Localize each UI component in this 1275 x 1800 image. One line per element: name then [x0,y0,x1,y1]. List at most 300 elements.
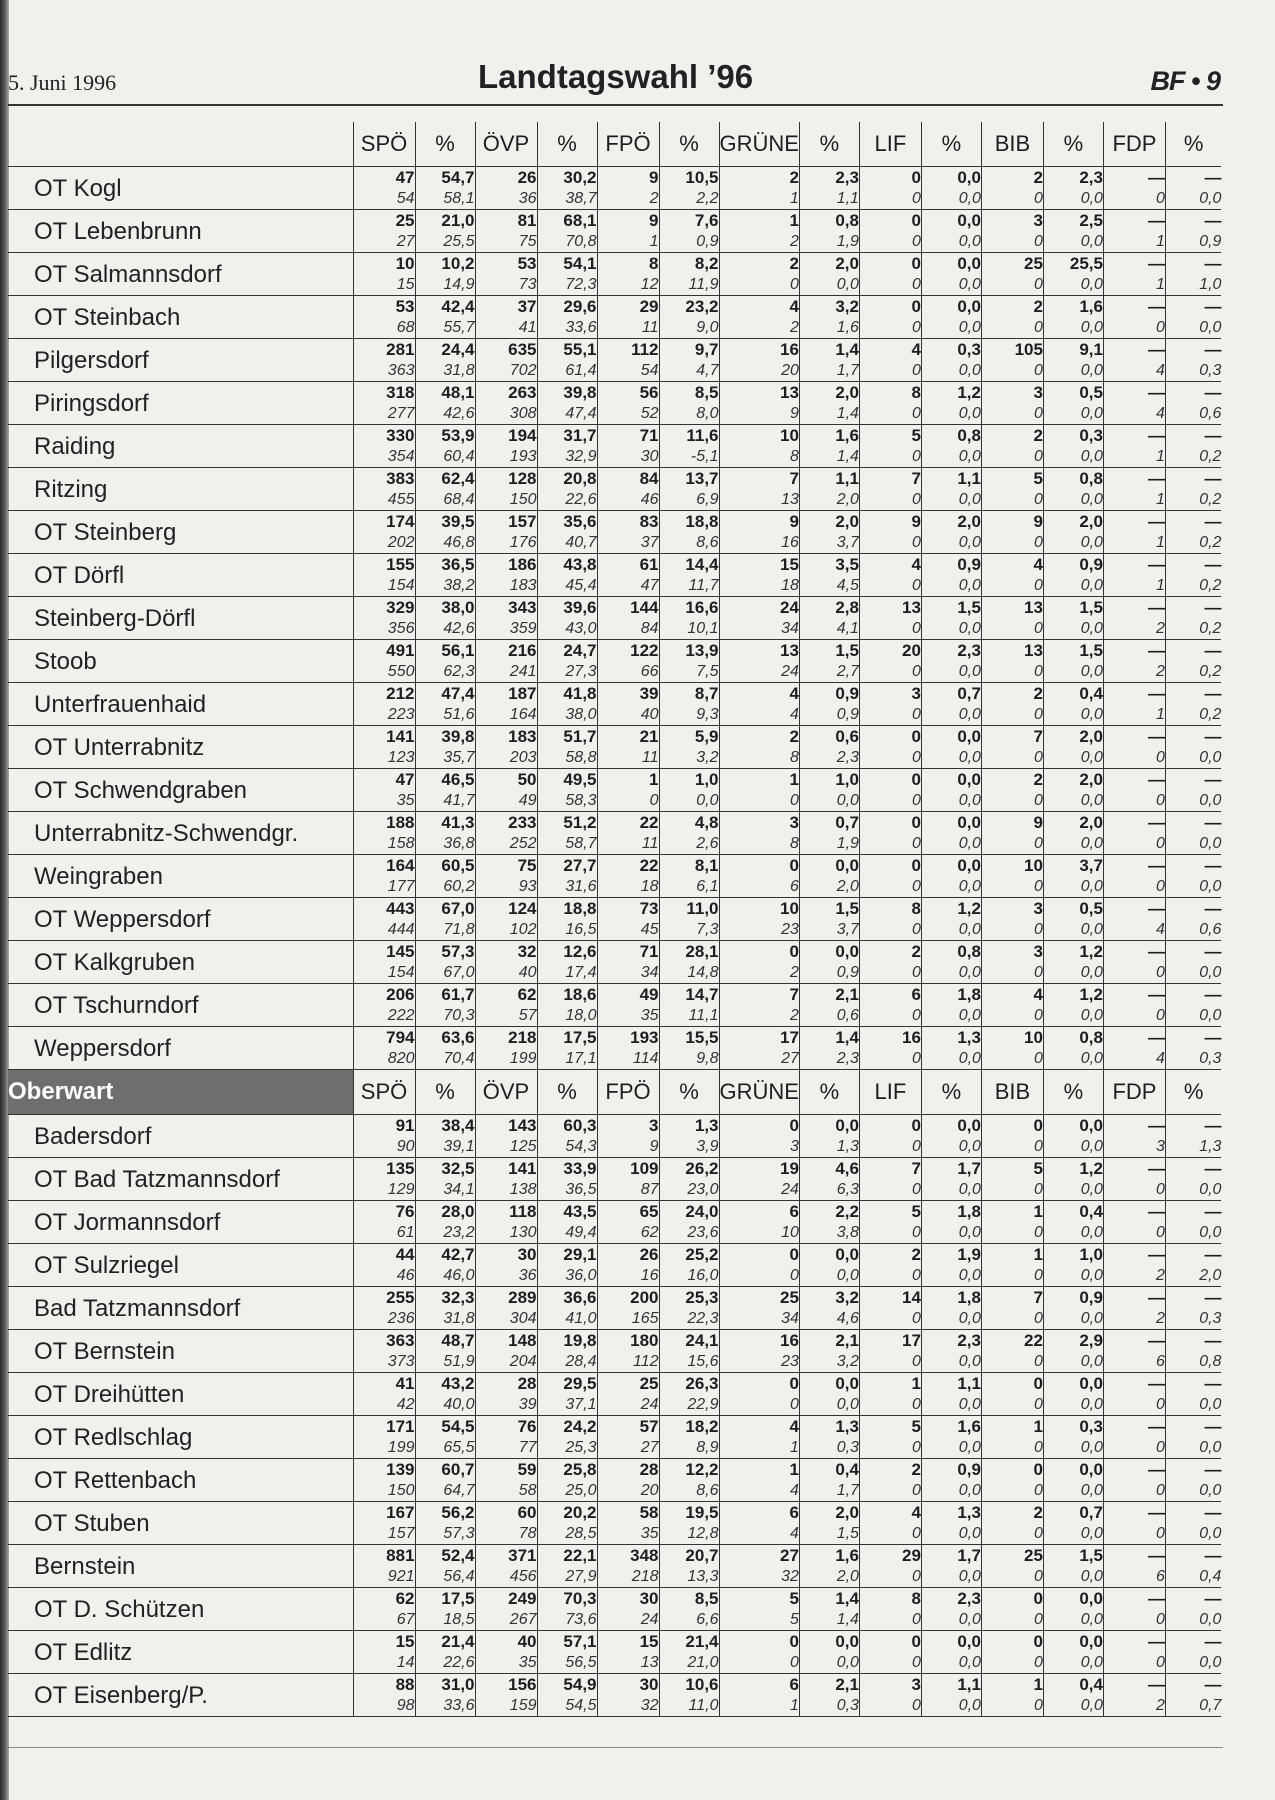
result-1991-cell: 17,4 [537,962,597,984]
result-1996-cell: 188 [353,812,415,834]
result-1991-cell: 54 [597,360,659,382]
result-1996-cell: 48,7 [415,1330,475,1352]
result-1996-cell: 0 [719,1244,799,1266]
result-1996-cell: 0 [859,855,921,877]
result-1996-cell: — [1165,1416,1221,1438]
column-header: % [1165,122,1221,167]
result-1991-cell: 41,7 [415,790,475,812]
result-1991-cell: 8 [719,833,799,855]
result-1996-cell: 43,8 [537,554,597,576]
result-1991-cell: 0 [859,962,921,984]
result-1996-cell: — [1165,1588,1221,1610]
result-1996-cell: 20,8 [537,468,597,490]
result-1996-cell: — [1103,1244,1165,1266]
result-1991-cell: 0 [1103,1005,1165,1027]
column-header-row [8,122,1221,167]
result-1991-cell: 22,6 [415,1652,475,1674]
result-1996-cell: 57,3 [415,941,475,963]
column-header: % [537,122,597,167]
result-1996-cell: 2,9 [1043,1330,1103,1352]
result-1996-cell: 0,4 [1043,1674,1103,1696]
result-1991-cell: 150 [353,1480,415,1502]
result-1996-cell: 343 [475,597,537,619]
result-1996-cell: 0,0 [1043,1373,1103,1395]
result-1996-cell: 1 [981,1201,1043,1223]
result-1991-cell: 123 [353,747,415,769]
result-1991-cell: 1,3 [1165,1136,1221,1158]
result-1996-cell: 1,4 [799,1588,859,1610]
result-1996-cell: 7 [981,726,1043,748]
result-1991-cell: 0 [981,962,1043,984]
result-1996-cell: 20 [859,640,921,662]
result-1991-cell: 87 [597,1179,659,1201]
result-1991-cell: 61 [353,1222,415,1244]
result-1991-cell: 70,4 [415,1048,475,1070]
result-1991-cell: 4,6 [799,1308,859,1330]
result-1991-cell: 0 [1103,317,1165,339]
result-1996-cell: 174 [353,511,415,533]
result-1996-cell: 25 [597,1373,659,1395]
result-1991-cell: 0 [981,231,1043,253]
result-1996-cell: 8,5 [659,1588,719,1610]
result-1991-cell: 36,5 [537,1179,597,1201]
result-1991-cell: 73 [475,274,537,296]
result-1996-cell: — [1103,167,1165,189]
result-1991-cell: 13,3 [659,1566,719,1588]
result-1996-cell: 28 [597,1459,659,1481]
result-1991-cell: 0 [981,532,1043,554]
result-1991-cell: 0,0 [921,618,981,640]
municipality-name: OT Lebenbrunn [8,210,353,253]
result-1996-cell: 1,2 [921,382,981,404]
column-header: % [1043,122,1103,167]
result-1991-cell: 0 [981,1609,1043,1631]
result-1991-cell: 0 [1103,1609,1165,1631]
result-1996-cell: 33,9 [537,1158,597,1180]
result-1996-cell: 14,4 [659,554,719,576]
result-1991-cell: 30 [597,446,659,468]
result-1991-cell: 0,0 [1043,618,1103,640]
result-1991-cell: 22,6 [537,489,597,511]
section-label: Oberwart [8,1070,353,1115]
result-1996-cell: 42,7 [415,1244,475,1266]
result-1996-cell: 56 [597,382,659,404]
result-1991-cell: 193 [475,446,537,468]
municipality-name: OT Steinbach [8,296,353,339]
result-1991-cell: 45 [597,919,659,941]
result-1991-cell: 34 [719,1308,799,1330]
result-1991-cell: 0,0 [1043,360,1103,382]
table-row [8,941,1221,963]
municipality-name: OT D. Schützen [8,1588,353,1631]
municipality-name: Piringsdorf [8,382,353,425]
result-1996-cell: 24,4 [415,339,475,361]
result-1996-cell: 1,6 [921,1416,981,1438]
municipality-name: Unterrabnitz-Schwendgr. [8,812,353,855]
result-1991-cell: 22,9 [659,1394,719,1416]
result-1996-cell: 39 [597,683,659,705]
result-1991-cell: 38,7 [537,188,597,210]
result-1991-cell: 64,7 [415,1480,475,1502]
result-1996-cell: 1 [981,1674,1043,1696]
result-1991-cell: 22,3 [659,1308,719,1330]
result-1996-cell: 135 [353,1158,415,1180]
result-1991-cell: 0,2 [1165,575,1221,597]
result-1991-cell: 15 [353,274,415,296]
result-1996-cell: 47,4 [415,683,475,705]
result-1991-cell: 0 [1103,747,1165,769]
result-1991-cell: 42,6 [415,618,475,640]
result-1991-cell: 223 [353,704,415,726]
result-1996-cell: 329 [353,597,415,619]
result-1991-cell: 11,9 [659,274,719,296]
result-1991-cell: 6,1 [659,876,719,898]
result-1996-cell: 60,5 [415,855,475,877]
result-1991-cell: 6,9 [659,489,719,511]
result-1991-cell: 0,0 [921,876,981,898]
result-1996-cell: 13 [719,382,799,404]
result-1996-cell: 40 [475,1631,537,1653]
result-1991-cell: 0 [859,1609,921,1631]
result-1991-cell: 0,0 [1043,876,1103,898]
result-1991-cell: 0 [981,747,1043,769]
result-1991-cell: 0,0 [921,1394,981,1416]
result-1991-cell: 27 [353,231,415,253]
result-1996-cell: 1,9 [921,1244,981,1266]
result-1991-cell: 2 [719,962,799,984]
result-1996-cell: 1,2 [921,898,981,920]
result-1996-cell: 37 [475,296,537,318]
result-1996-cell: 1 [981,1416,1043,1438]
result-1991-cell: 0,0 [1043,1523,1103,1545]
result-1996-cell: 2 [719,253,799,275]
result-1996-cell: — [1103,1631,1165,1653]
result-1996-cell: — [1165,855,1221,877]
result-1991-cell: 157 [353,1523,415,1545]
result-1991-cell: 51,6 [415,704,475,726]
result-1996-cell: 1,3 [921,1027,981,1049]
result-1996-cell: 0,4 [1043,1201,1103,1223]
result-1991-cell: 308 [475,403,537,425]
result-1996-cell: 10 [981,1027,1043,1049]
result-1991-cell: 54,3 [537,1136,597,1158]
municipality-name: Stoob [8,640,353,683]
result-1991-cell: 0,3 [1165,1308,1221,1330]
result-1991-cell: 84 [597,618,659,640]
result-1996-cell: 7 [981,1287,1043,1309]
result-1991-cell: 1 [1103,446,1165,468]
result-1996-cell: 53,9 [415,425,475,447]
result-1996-cell: — [1165,1201,1221,1223]
municipality-name: Pilgersdorf [8,339,353,382]
result-1996-cell: 1 [981,1244,1043,1266]
result-1996-cell: 21,4 [659,1631,719,1653]
result-1996-cell: — [1165,597,1221,619]
result-1996-cell: 13 [859,597,921,619]
result-1996-cell: 2,1 [799,1330,859,1352]
result-1991-cell: 0,0 [921,1609,981,1631]
result-1996-cell: 75 [475,855,537,877]
result-1991-cell: 57,3 [415,1523,475,1545]
result-1991-cell: 36,8 [415,833,475,855]
result-1996-cell: 0,0 [921,769,981,791]
result-1996-cell: 0 [719,1373,799,1395]
result-1996-cell: — [1165,1502,1221,1524]
result-1996-cell: 289 [475,1287,537,1309]
result-1991-cell: 0 [859,790,921,812]
result-1991-cell: 0,9 [799,704,859,726]
result-1996-cell: 11,0 [659,898,719,920]
result-1991-cell: 0 [981,274,1043,296]
result-1996-cell: 49 [597,984,659,1006]
result-1996-cell: 233 [475,812,537,834]
result-1991-cell: 129 [353,1179,415,1201]
result-1996-cell: 0,8 [921,941,981,963]
column-header: LIF [859,122,921,167]
result-1996-cell: 2,0 [1043,812,1103,834]
result-1991-cell: 0 [981,1179,1043,1201]
result-1996-cell: 26 [475,167,537,189]
result-1991-cell: 1,9 [799,833,859,855]
result-1991-cell: 373 [353,1351,415,1373]
result-1991-cell: 0,0 [1043,1652,1103,1674]
result-1996-cell: 0,0 [799,1115,859,1137]
result-1991-cell: 40 [597,704,659,726]
result-1991-cell: 820 [353,1048,415,1070]
result-1996-cell: 54,1 [537,253,597,275]
table-row [8,296,1221,318]
result-1991-cell: 359 [475,618,537,640]
result-1991-cell: 58,1 [415,188,475,210]
result-1996-cell: 57,1 [537,1631,597,1653]
result-1991-cell: 0,3 [799,1437,859,1459]
result-1996-cell: 8,2 [659,253,719,275]
result-1991-cell: 4 [1103,919,1165,941]
result-1996-cell: 881 [353,1545,415,1567]
result-1991-cell: 0,0 [1165,747,1221,769]
result-1991-cell: 0,6 [799,1005,859,1027]
result-1991-cell: 0,0 [1165,1523,1221,1545]
result-1996-cell: 13,7 [659,468,719,490]
result-1996-cell: 76 [475,1416,537,1438]
result-1991-cell: 0 [981,1265,1043,1287]
result-1996-cell: 25,8 [537,1459,597,1481]
result-1991-cell: 4 [1103,1048,1165,1070]
result-1996-cell: 3 [981,210,1043,232]
result-1991-cell: 56,4 [415,1566,475,1588]
table-row [8,898,1221,920]
result-1991-cell: 23 [719,1351,799,1373]
result-1991-cell: 73,6 [537,1609,597,1631]
result-1991-cell: 0,0 [1043,231,1103,253]
result-1996-cell: — [1103,425,1165,447]
result-1996-cell: 15 [597,1631,659,1653]
result-1996-cell: 1,3 [921,1502,981,1524]
result-1996-cell: 10 [719,898,799,920]
result-1996-cell: 2,3 [921,640,981,662]
result-1991-cell: 1,4 [799,403,859,425]
result-1991-cell: 18 [719,575,799,597]
column-header: FPÖ [597,1070,659,1115]
result-1996-cell: 4 [859,339,921,361]
result-1991-cell: 0,0 [1043,1308,1103,1330]
result-1996-cell: 194 [475,425,537,447]
result-1991-cell: 0,3 [1165,1048,1221,1070]
result-1991-cell: 11 [597,747,659,769]
table-bottom-rule [8,1747,1223,1748]
result-1996-cell: 1,8 [921,984,981,1006]
result-1996-cell: 29 [597,296,659,318]
result-1991-cell: 0,0 [1043,1351,1103,1373]
result-1991-cell: 1 [1103,575,1165,597]
result-1991-cell: 42 [353,1394,415,1416]
result-1996-cell: 2 [719,167,799,189]
result-1991-cell: 8 [719,446,799,468]
result-1996-cell: 41 [353,1373,415,1395]
result-1991-cell: 0 [1103,1394,1165,1416]
result-1991-cell: 40,7 [537,532,597,554]
result-1991-cell: 0,0 [1043,1005,1103,1027]
result-1991-cell: 0 [719,790,799,812]
result-1991-cell: 3,9 [659,1136,719,1158]
result-1991-cell: 1,1 [799,188,859,210]
result-1996-cell: 0,0 [1043,1115,1103,1137]
result-1996-cell: 5 [859,425,921,447]
result-1996-cell: 71 [597,425,659,447]
result-1996-cell: 30 [597,1674,659,1696]
result-1991-cell: 0 [859,231,921,253]
result-1991-cell: 0,0 [799,1652,859,1674]
result-1996-cell: 24,1 [659,1330,719,1352]
result-1991-cell: 47,4 [537,403,597,425]
result-1996-cell: 5,9 [659,726,719,748]
result-1991-cell: 0,9 [659,231,719,253]
result-1991-cell: 0 [981,661,1043,683]
result-1996-cell: 0 [719,941,799,963]
result-1991-cell: 62 [597,1222,659,1244]
table-row [8,1158,1221,1180]
result-1996-cell: 43,5 [537,1201,597,1223]
result-1996-cell: 38,4 [415,1115,475,1137]
result-1996-cell: 1,2 [1043,941,1103,963]
result-1991-cell: 7,3 [659,919,719,941]
result-1991-cell: 0 [981,1005,1043,1027]
result-1991-cell: 60,4 [415,446,475,468]
result-1991-cell: 14,9 [415,274,475,296]
result-1991-cell: 32 [597,1695,659,1717]
result-1991-cell: 0 [859,489,921,511]
result-1996-cell: 42,4 [415,296,475,318]
result-1991-cell: 4,1 [799,618,859,640]
result-1996-cell: 0,7 [799,812,859,834]
result-1991-cell: 0,9 [799,962,859,984]
result-1996-cell: 10,2 [415,253,475,275]
result-1991-cell: 68,4 [415,489,475,511]
municipality-name: Weingraben [8,855,353,898]
result-1991-cell: 71,8 [415,919,475,941]
municipality-name: OT Eisenberg/P. [8,1674,353,1717]
result-1996-cell: — [1165,1631,1221,1653]
page-title: Landtagswahl ’96 [478,58,754,95]
result-1996-cell: 9 [859,511,921,533]
result-1996-cell: 1,6 [1043,296,1103,318]
result-1996-cell: 0 [981,1631,1043,1653]
result-1991-cell: 0 [859,876,921,898]
result-1991-cell: 1 [1103,274,1165,296]
result-1991-cell: 0 [859,1351,921,1373]
result-1991-cell: 0,0 [921,1652,981,1674]
result-1996-cell: 0,3 [921,339,981,361]
result-1991-cell: 0 [859,403,921,425]
table-row [8,984,1221,1006]
result-1991-cell: 921 [353,1566,415,1588]
result-1991-cell: 0,0 [921,747,981,769]
result-1996-cell: 83 [597,511,659,533]
result-1996-cell: 363 [353,1330,415,1352]
result-1991-cell: 1 [719,188,799,210]
result-1991-cell: 0,0 [1043,188,1103,210]
result-1991-cell: 0,6 [1165,403,1221,425]
result-1991-cell: 0,0 [921,1480,981,1502]
result-1996-cell: 91 [353,1115,415,1137]
result-1996-cell: 2 [981,683,1043,705]
result-1996-cell: 71 [597,941,659,963]
result-1996-cell: 9 [719,511,799,533]
result-1991-cell: 2 [1103,618,1165,640]
result-1996-cell: 43,2 [415,1373,475,1395]
result-1991-cell: 0,0 [921,532,981,554]
result-1996-cell: 32,5 [415,1158,475,1180]
result-1991-cell: 0,0 [1043,1136,1103,1158]
result-1996-cell: 263 [475,382,537,404]
result-1991-cell: 34 [597,962,659,984]
table-row [8,1330,1221,1352]
table-row [8,1502,1221,1524]
result-1996-cell: 11,6 [659,425,719,447]
result-1996-cell: 10 [719,425,799,447]
result-1996-cell: 32 [475,941,537,963]
result-1991-cell: 0 [859,1652,921,1674]
result-1991-cell: 0 [981,1308,1043,1330]
issue-date: 5. Juni 1996 [8,70,117,95]
result-1991-cell: 0,0 [1043,704,1103,726]
result-1996-cell: 1,1 [921,1373,981,1395]
result-1996-cell: — [1165,1158,1221,1180]
result-1991-cell: 58,3 [537,790,597,812]
result-1996-cell: 216 [475,640,537,662]
result-1996-cell: 2 [859,1459,921,1481]
result-1991-cell: 0 [981,1437,1043,1459]
result-1991-cell: 11,1 [659,1005,719,1027]
result-1991-cell: 0,0 [1165,1005,1221,1027]
result-1991-cell: 252 [475,833,537,855]
result-1991-cell: 9,0 [659,317,719,339]
result-1996-cell: 32,3 [415,1287,475,1309]
result-1996-cell: — [1165,1244,1221,1266]
result-1996-cell: 30,2 [537,167,597,189]
result-1996-cell: 5 [719,1588,799,1610]
result-1991-cell: 1,7 [799,1480,859,1502]
result-1991-cell: 12,8 [659,1523,719,1545]
result-1991-cell: 0 [719,1394,799,1416]
result-1996-cell: — [1165,898,1221,920]
result-1996-cell: 54,5 [415,1416,475,1438]
result-1991-cell: 35 [353,790,415,812]
result-1996-cell: 249 [475,1588,537,1610]
result-1996-cell: 2,8 [799,597,859,619]
municipality-name: Bad Tatzmannsdorf [8,1287,353,1330]
result-1991-cell: 0 [859,704,921,726]
